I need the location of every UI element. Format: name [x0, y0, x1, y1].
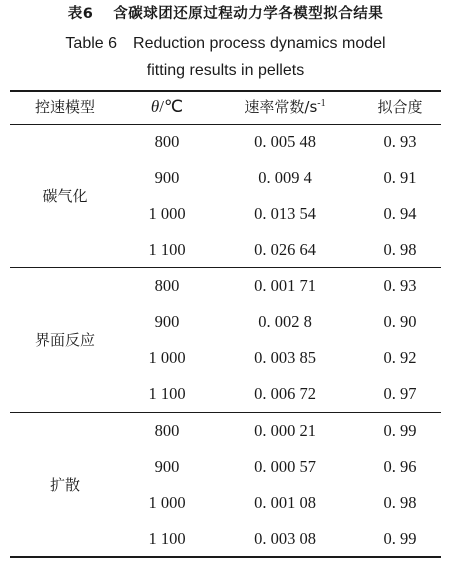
fit-cell: 0. 99 [383, 529, 417, 548]
temperature-cell: 800 [154, 276, 180, 295]
caption-english-line1 [0, 34, 451, 54]
header-rate-label: 速率常数/s [244, 98, 318, 116]
fit-cell: 0. 94 [383, 204, 417, 223]
group-divider-rule [10, 412, 441, 413]
caption-cn-title: 含碳球团还原过程动力学各模型拟合结果 [113, 6, 384, 22]
caption-en-title-line1: Reduction process dynamics model [133, 35, 386, 52]
model-label: 碳气化 [42, 187, 88, 205]
rate-constant-cell: 0. 006 72 [254, 384, 316, 403]
temperature-cell: 900 [154, 457, 180, 476]
rate-constant-cell: 0. 000 57 [254, 457, 316, 476]
fit-cell: 0. 98 [383, 240, 417, 259]
caption-english-line2: fitting results in pellets [146, 62, 305, 79]
header-temp-unit: /℃ [159, 97, 184, 116]
temperature-cell: 1 000 [148, 348, 186, 367]
caption-cn-label: 表6 [67, 6, 94, 22]
rate-constant-cell: 0. 003 08 [254, 529, 316, 548]
model-label: 界面反应 [34, 331, 95, 349]
fit-cell: 0. 91 [383, 168, 417, 187]
caption-en-label: Table 6 [65, 35, 118, 52]
fit-cell: 0. 97 [383, 384, 417, 403]
fit-cell: 0. 90 [383, 312, 417, 331]
header-temp-symbol: θ [150, 97, 160, 116]
rate-constant-cell: 0. 002 8 [258, 312, 312, 331]
temperature-cell: 900 [154, 312, 180, 331]
temperature-cell: 1 100 [148, 240, 186, 259]
rate-constant-cell: 0. 001 08 [254, 493, 316, 512]
caption-chinese [0, 5, 451, 23]
header-rate-constant [215, 97, 355, 117]
header-rate-exponent: -1 [317, 98, 326, 109]
header-fit: 拟合度 [377, 98, 423, 116]
temperature-cell: 1 100 [148, 384, 186, 403]
temperature-cell: 800 [154, 421, 180, 440]
temperature-cell: 1 100 [148, 529, 186, 548]
fit-cell: 0. 92 [383, 348, 417, 367]
rate-constant-cell: 0. 009 4 [258, 168, 312, 187]
temperature-cell: 900 [154, 168, 180, 187]
rate-constant-cell: 0. 013 54 [254, 204, 316, 223]
rate-constant-cell: 0. 005 48 [254, 132, 316, 151]
temperature-cell: 1 000 [148, 493, 186, 512]
temperature-cell: 1 000 [148, 204, 186, 223]
fit-cell: 0. 93 [383, 276, 417, 295]
rate-constant-cell: 0. 003 85 [254, 348, 316, 367]
rate-constant-cell: 0. 000 21 [254, 421, 316, 440]
table-top-rule [10, 90, 441, 92]
header-temperature [122, 97, 212, 117]
table-header-rule [10, 124, 441, 125]
fit-cell: 0. 99 [383, 421, 417, 440]
rate-constant-cell: 0. 001 71 [254, 276, 316, 295]
temperature-cell: 800 [154, 132, 180, 151]
header-model: 控速模型 [34, 98, 95, 116]
fit-cell: 0. 93 [383, 132, 417, 151]
group-divider-rule [10, 267, 441, 268]
rate-constant-cell: 0. 026 64 [254, 240, 316, 259]
model-label: 扩散 [49, 476, 80, 494]
table-bottom-rule [10, 556, 441, 558]
fit-cell: 0. 98 [383, 493, 417, 512]
fit-cell: 0. 96 [383, 457, 417, 476]
